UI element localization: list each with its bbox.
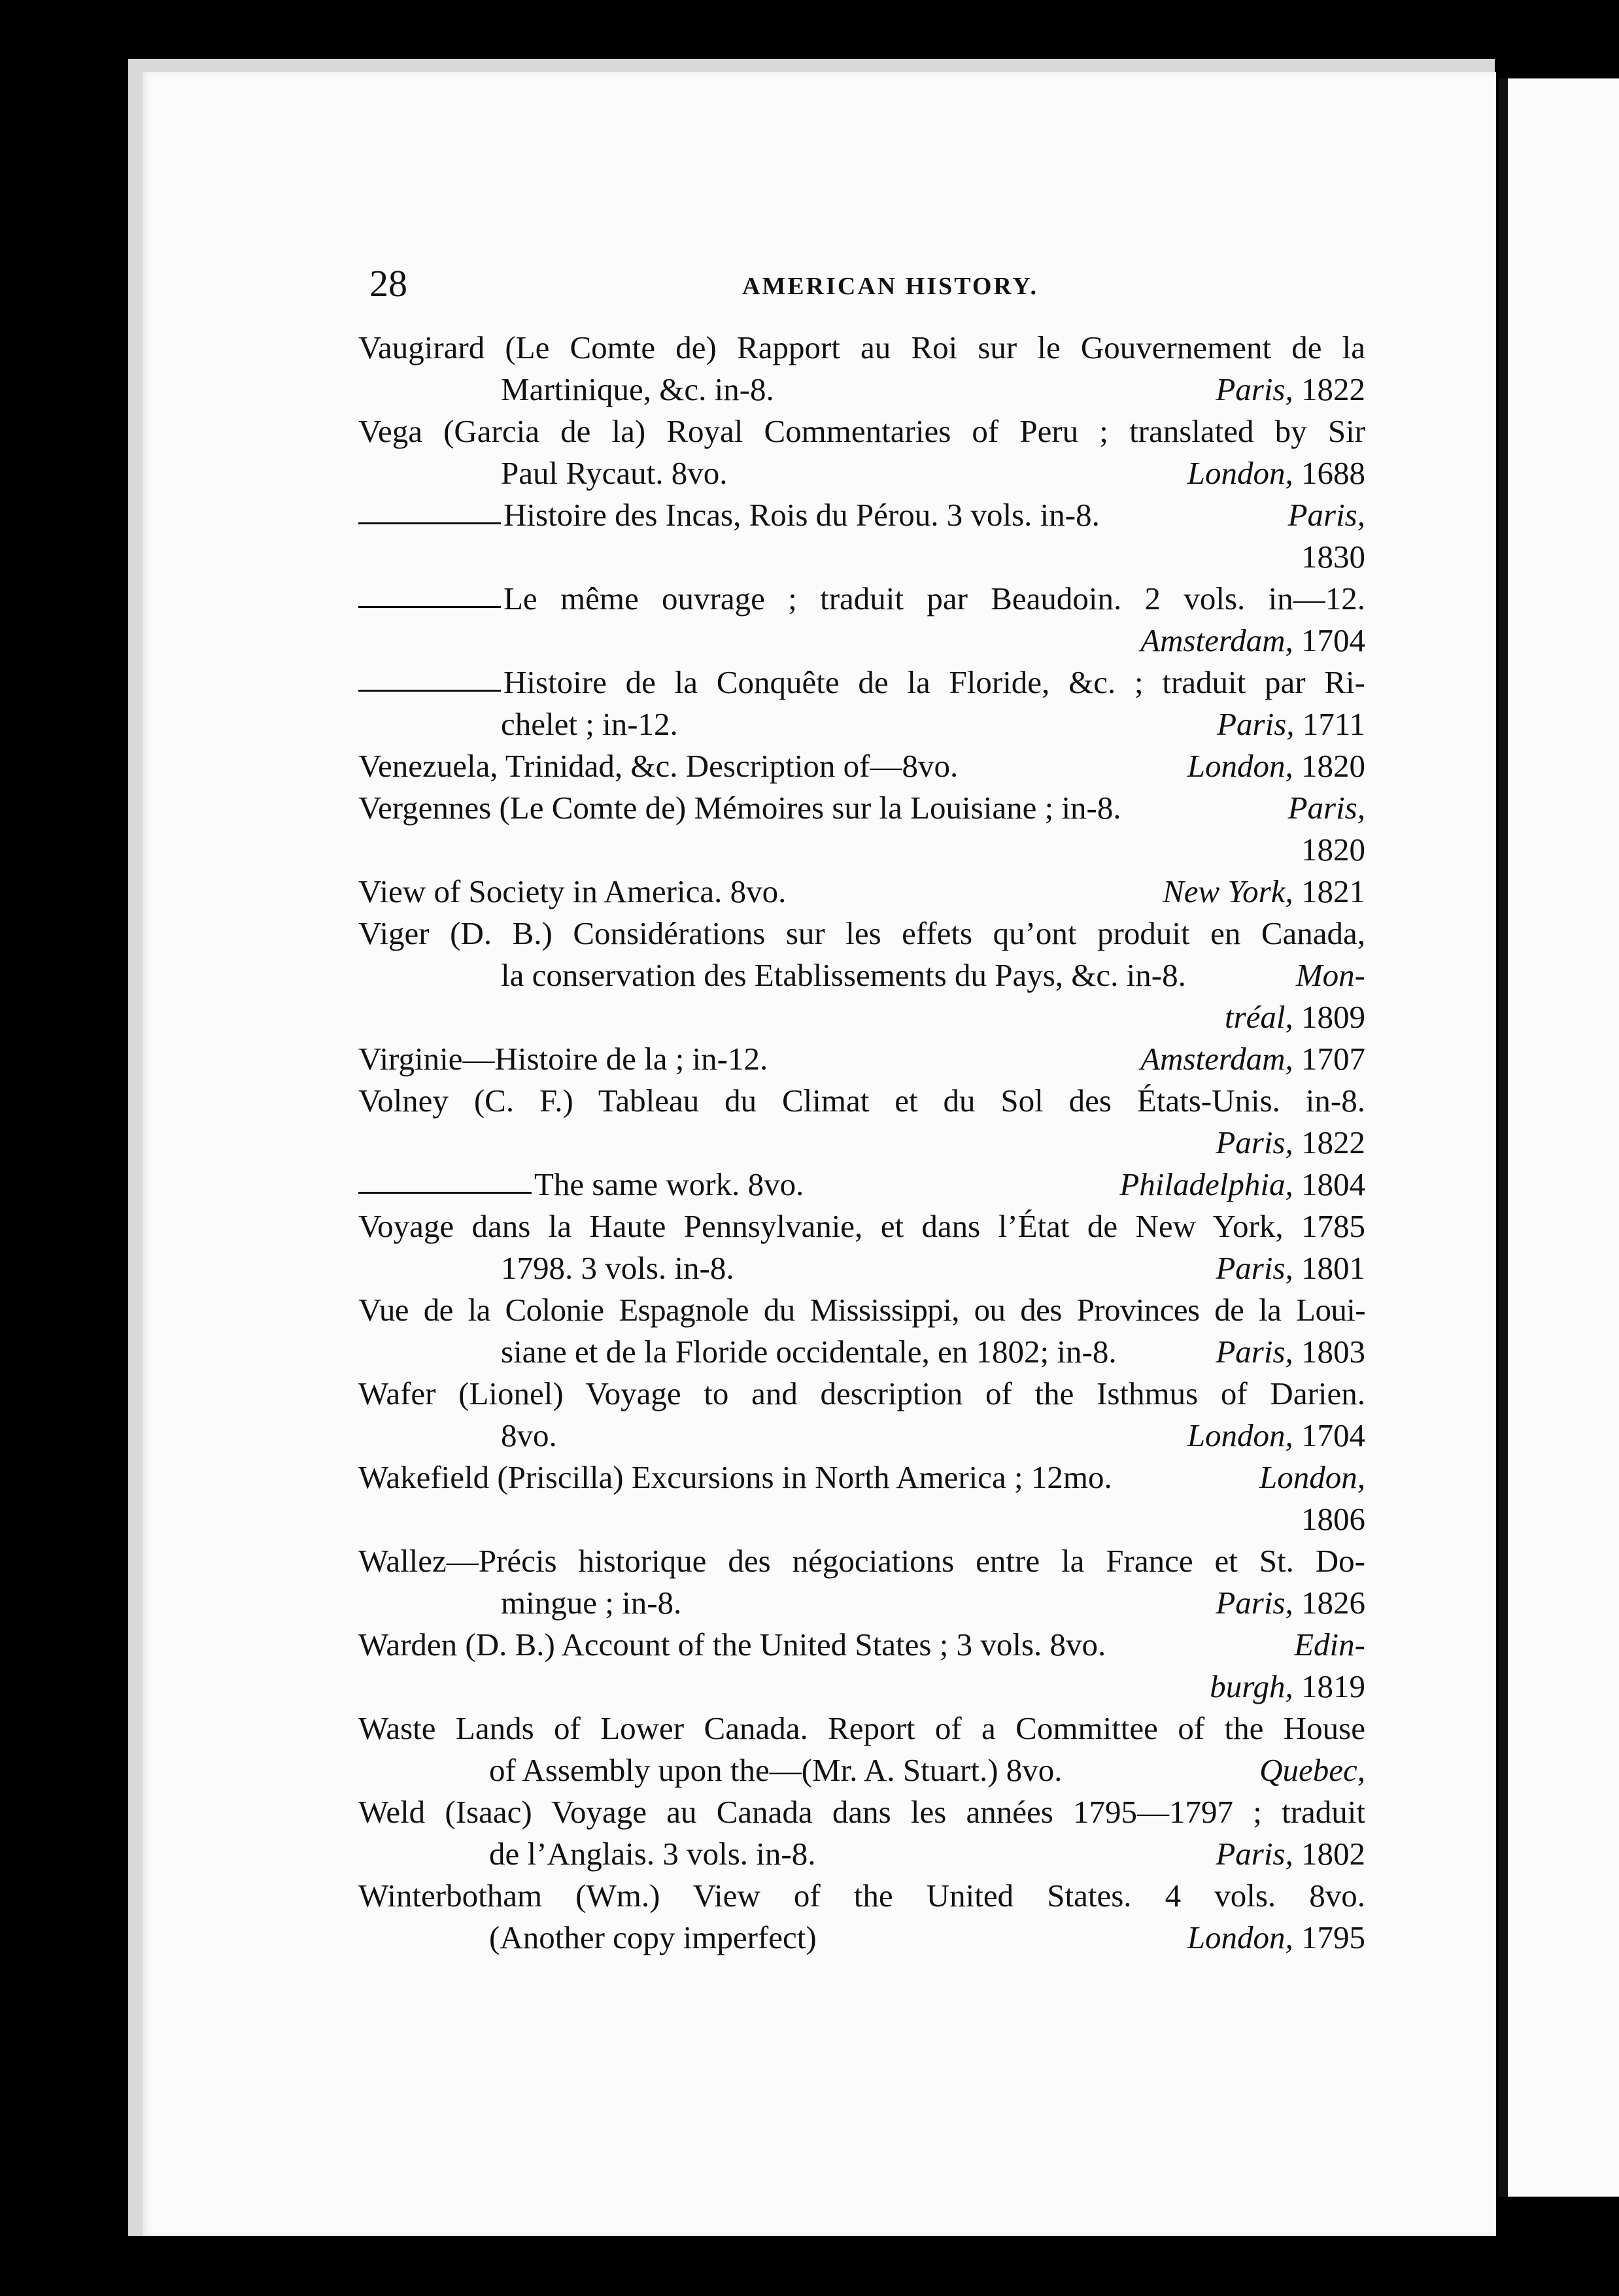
entry-vaugirard bbox=[358, 327, 1365, 411]
imprint-year: 1803 bbox=[1301, 1334, 1365, 1370]
imprint-year: 1806 bbox=[1301, 1501, 1365, 1537]
entry-text: Voyage dans la Haute Pennsylvanie, et dans l’État de New York, 1785 bbox=[358, 1208, 1365, 1244]
entry-line bbox=[358, 1247, 1365, 1289]
entry-text: Weld (Isaac) Voyage au Canada dans les années 1795—1797 ; traduit bbox=[358, 1794, 1365, 1830]
entry-wakefield bbox=[358, 1457, 1365, 1540]
entry-text: 1798. 3 vols. in-8. bbox=[501, 1250, 734, 1286]
entry-view-of-society bbox=[358, 871, 1365, 913]
imprint-place: New York, bbox=[1163, 873, 1293, 909]
entry-waste-lands bbox=[358, 1708, 1365, 1791]
entry-line bbox=[358, 1373, 1365, 1415]
imprint-place: London, bbox=[1187, 1919, 1293, 1955]
entry-line bbox=[358, 1038, 1365, 1080]
imprint-place: London, bbox=[1259, 1459, 1365, 1495]
entry-line bbox=[358, 1749, 1365, 1791]
entry-weld bbox=[358, 1791, 1365, 1875]
entry-text: Histoire des Incas, Rois du Pérou. 3 vols. in-8. bbox=[503, 497, 1100, 533]
entry-line bbox=[358, 1833, 1365, 1875]
entry-vue-de-la-colonie bbox=[358, 1289, 1365, 1373]
entry-line bbox=[358, 1498, 1365, 1540]
entry-text: Vega (Garcia de la) Royal Commentaries of Peru ; translated by Sir bbox=[358, 413, 1365, 449]
entry-text: Histoire de la Conquête de la Floride, &c. ; traduit par Ri- bbox=[503, 664, 1365, 700]
entry-text: Venezuela, Trinidad, &c. Description of—8vo. bbox=[358, 748, 959, 784]
entry-line bbox=[358, 1917, 1365, 1959]
imprint-year: 1707 bbox=[1301, 1041, 1365, 1077]
entry-text: Le même ouvrage ; traduit par Beaudoin. 2 vols. in—12. bbox=[503, 581, 1365, 616]
entry-histoire-des-incas bbox=[358, 494, 1365, 578]
entry-text: Virginie—Histoire de la ; in-12. bbox=[358, 1041, 768, 1077]
entry-line bbox=[358, 494, 1365, 536]
entry-text: siane et de la Floride occidentale, en 1802; in-8. bbox=[501, 1334, 1117, 1370]
imprint-place: Paris, bbox=[1216, 1124, 1293, 1160]
imprint-year: 1711 bbox=[1302, 706, 1365, 742]
imprint-place: London, bbox=[1187, 455, 1293, 491]
imprint-place: Edin- bbox=[1294, 1627, 1365, 1663]
entry-same-work bbox=[358, 1164, 1365, 1206]
imprint-year: 1819 bbox=[1301, 1668, 1365, 1704]
imprint-year: 1830 bbox=[1301, 539, 1365, 575]
entry-line bbox=[358, 1457, 1365, 1498]
page-number: 28 bbox=[369, 262, 407, 305]
entry-line bbox=[358, 452, 1365, 494]
imprint-year: 1820 bbox=[1301, 748, 1365, 784]
entry-warden bbox=[358, 1624, 1365, 1708]
entry-line bbox=[358, 871, 1365, 913]
entry-text: Wallez—Précis historique des négociations entre la France et St. Do- bbox=[358, 1543, 1365, 1579]
imprint-year: 1822 bbox=[1301, 371, 1365, 407]
entry-line bbox=[358, 1415, 1365, 1457]
entry-text: 8vo. bbox=[501, 1417, 557, 1453]
entry-text: Vue de la Colonie Espagnole du Mississippi, ou des Provinces de la Loui- bbox=[358, 1292, 1365, 1328]
entry-text: Waste Lands of Lower Canada. Report of a Committee of the House bbox=[358, 1710, 1365, 1746]
imprint-year: 1820 bbox=[1301, 832, 1365, 868]
imprint-year: 1804 bbox=[1301, 1166, 1365, 1202]
entry-wallez bbox=[358, 1540, 1365, 1624]
entry-vega bbox=[358, 411, 1365, 494]
imprint-place: Paris, bbox=[1216, 1836, 1293, 1872]
entry-line bbox=[358, 703, 1365, 745]
entry-line bbox=[358, 1122, 1365, 1164]
entry-text: Viger (D. B.) Considérations sur les effets qu’ont produit en Canada, bbox=[358, 915, 1365, 951]
entry-line bbox=[358, 620, 1365, 662]
entry-line bbox=[358, 829, 1365, 871]
entry-line bbox=[358, 787, 1365, 829]
imprint-year: 1704 bbox=[1301, 1417, 1365, 1453]
ditto-dash bbox=[358, 522, 501, 524]
imprint-place: Amsterdam, bbox=[1140, 622, 1293, 658]
imprint-place: tréal, bbox=[1224, 999, 1293, 1035]
imprint-year: 1821 bbox=[1301, 873, 1365, 909]
imprint-year: 1801 bbox=[1301, 1250, 1365, 1286]
entry-text: (Another copy imperfect) bbox=[489, 1919, 817, 1955]
entry-line bbox=[358, 1164, 1365, 1206]
entry-line bbox=[358, 1582, 1365, 1624]
entry-line bbox=[358, 662, 1365, 703]
entry-line bbox=[358, 954, 1365, 996]
entry-line bbox=[358, 578, 1365, 620]
entry-text: Wakefield (Priscilla) Excursions in North America ; 12mo. bbox=[358, 1459, 1112, 1495]
entry-line bbox=[358, 411, 1365, 452]
imprint-year: 1704 bbox=[1301, 622, 1365, 658]
entry-line bbox=[358, 1624, 1365, 1666]
entry-text: mingue ; in-8. bbox=[501, 1585, 682, 1621]
running-head: AMERICAN HISTORY. bbox=[742, 273, 1038, 300]
imprint-place: Quebec, bbox=[1259, 1752, 1365, 1788]
entry-line bbox=[358, 327, 1365, 369]
entry-text: Vergennes (Le Comte de) Mémoires sur la Louisiane ; in-8. bbox=[358, 790, 1121, 826]
imprint-place: Paris, bbox=[1216, 1334, 1293, 1370]
imprint-year: 1826 bbox=[1301, 1585, 1365, 1621]
entry-le-meme-ouvrage bbox=[358, 578, 1365, 662]
entry-viger bbox=[358, 913, 1365, 1038]
entry-line bbox=[358, 1080, 1365, 1122]
imprint-place: Paris, bbox=[1287, 497, 1365, 533]
facing-page-edge bbox=[1499, 78, 1619, 2197]
entry-text: Winterbotham (Wm.) View of the United States. 4 vols. 8vo. bbox=[358, 1878, 1365, 1914]
entry-text: of Assembly upon the—(Mr. A. Stuart.) 8vo. bbox=[489, 1752, 1063, 1788]
imprint-place: Paris, bbox=[1216, 1585, 1293, 1621]
ditto-dash bbox=[358, 1192, 532, 1194]
entry-histoire-conquete-floride bbox=[358, 662, 1365, 745]
imprint-place: Philadelphia, bbox=[1119, 1166, 1293, 1202]
entry-voyage-haute-pennsylvanie bbox=[358, 1206, 1365, 1289]
entry-text: Warden (D. B.) Account of the United States ; 3 vols. 8vo. bbox=[358, 1627, 1106, 1663]
imprint-place: burgh, bbox=[1210, 1668, 1293, 1704]
entry-text: de l’Anglais. 3 vols. in-8. bbox=[489, 1836, 816, 1872]
entry-text: la conservation des Etablissements du Pays, &c. in-8. bbox=[501, 957, 1186, 993]
entry-line bbox=[358, 996, 1365, 1038]
entry-line bbox=[358, 1791, 1365, 1833]
imprint-year: 1802 bbox=[1301, 1836, 1365, 1872]
entry-text: Volney (C. F.) Tableau du Climat et du Sol des États-Unis. in-8. bbox=[358, 1083, 1365, 1119]
entry-wafer bbox=[358, 1373, 1365, 1457]
entry-line bbox=[358, 745, 1365, 787]
entry-volney bbox=[358, 1080, 1365, 1164]
entry-line bbox=[358, 1289, 1365, 1331]
imprint-place: London, bbox=[1187, 748, 1293, 784]
entry-winterbotham bbox=[358, 1875, 1365, 1959]
entry-line bbox=[358, 1540, 1365, 1582]
imprint-year: 1809 bbox=[1301, 999, 1365, 1035]
entry-line bbox=[358, 1331, 1365, 1373]
entry-text: The same work. 8vo. bbox=[534, 1166, 804, 1202]
entry-line bbox=[358, 536, 1365, 578]
entry-text: View of Society in America. 8vo. bbox=[358, 873, 787, 909]
entry-text: Wafer (Lionel) Voyage to and description of the Isthmus of Darien. bbox=[358, 1376, 1365, 1411]
imprint-year: 1822 bbox=[1301, 1124, 1365, 1160]
imprint-place: Paris, bbox=[1287, 790, 1365, 826]
imprint-place: London, bbox=[1187, 1417, 1293, 1453]
imprint-place: Amsterdam, bbox=[1140, 1041, 1293, 1077]
imprint-place: Mon- bbox=[1295, 957, 1365, 993]
entry-line bbox=[358, 1666, 1365, 1708]
imprint-place: Paris, bbox=[1216, 1250, 1293, 1286]
entry-line bbox=[358, 369, 1365, 411]
entry-virginie bbox=[358, 1038, 1365, 1080]
bibliography-entries bbox=[358, 327, 1365, 1959]
entry-line bbox=[358, 1875, 1365, 1917]
entry-line bbox=[358, 913, 1365, 954]
entry-text: chelet ; in-12. bbox=[501, 706, 678, 742]
entry-line bbox=[358, 1206, 1365, 1247]
imprint-place: Paris, bbox=[1217, 706, 1295, 742]
entry-line bbox=[358, 1708, 1365, 1749]
entry-text: Vaugirard (Le Comte de) Rapport au Roi sur le Gouvernement de la bbox=[358, 329, 1365, 365]
entry-text: Martinique, &c. in-8. bbox=[501, 371, 774, 407]
imprint-year: 1795 bbox=[1301, 1919, 1365, 1955]
entry-venezuela bbox=[358, 745, 1365, 787]
imprint-place: Paris, bbox=[1216, 371, 1293, 407]
entry-vergennes bbox=[358, 787, 1365, 871]
ditto-dash bbox=[358, 606, 501, 608]
imprint-year: 1688 bbox=[1301, 455, 1365, 491]
ditto-dash bbox=[358, 690, 501, 692]
entry-text: Paul Rycaut. 8vo. bbox=[501, 455, 728, 491]
